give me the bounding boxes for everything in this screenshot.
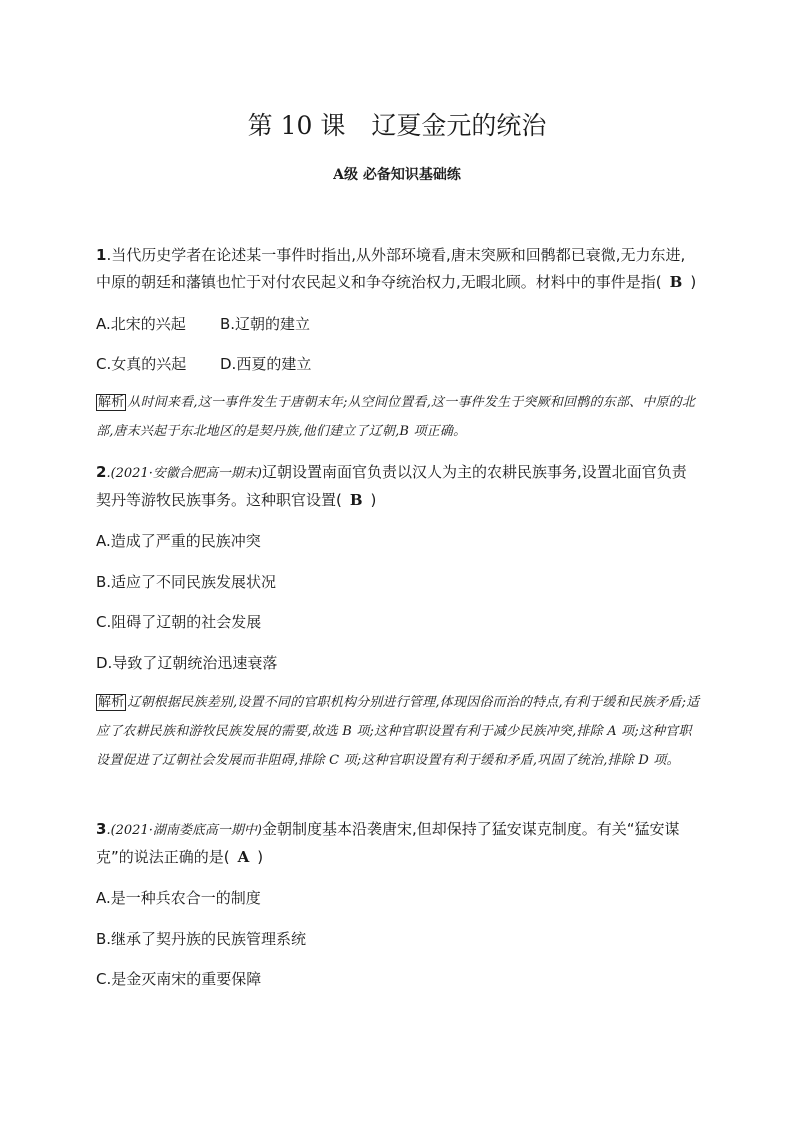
lesson-name: 辽夏金元的统治 xyxy=(371,111,547,140)
option-d: D.西夏的建立 xyxy=(220,355,312,373)
analysis-text: 辽朝根据民族差别,设置不同的官职机构分别进行管理,体现因俗而治的特点,有利于缓和民族矛盾;适应了农耕民族和游牧民族发展的需要,故选 B 项;这种官职设置有利于减少民族冲突,排除 A 项;这种官职设置促进了辽朝社会发展而非阻碍,排除 C 项;这种官职设置有利于缓和矛盾,巩固了统治,排除 D 项。 xyxy=(96,695,700,768)
option-c: C.阻碍了辽朝的社会发展 xyxy=(96,613,262,631)
analysis-tag: 解析 xyxy=(98,695,125,710)
lesson-number: 第 10 课 xyxy=(247,111,346,140)
question-source: .(2021·湖南娄底高一期中) xyxy=(106,823,262,838)
analysis-text: 从时间来看,这一事件发生于唐朝末年;从空间位置看,这一事件发生于突厥和回鹘的东部、中原的北部,唐末兴起于东北地区的是契丹族,他们建立了辽朝,B 项正确。 xyxy=(96,395,696,439)
question-stem-close: ) xyxy=(690,273,697,291)
question-2-stem xyxy=(96,459,700,514)
option-d: D.导致了辽朝统治迅速衰落 xyxy=(96,654,278,672)
question-1-stem xyxy=(96,242,700,296)
level-heading: A级 必备知识基础练 xyxy=(333,167,461,183)
option-b: B.辽朝的建立 xyxy=(220,315,311,333)
question-2-analysis xyxy=(96,688,700,775)
question-1-options-row-2 xyxy=(96,354,700,374)
question-number: 3 xyxy=(96,820,107,838)
option-a: A.造成了严重的民族冲突 xyxy=(96,532,261,550)
option-c: C.是金灭南宋的重要保障 xyxy=(96,970,262,988)
question-source: .(2021·安徽合肥高一期末) xyxy=(106,466,262,481)
question-stem-close: ) xyxy=(257,848,264,866)
question-stem-close: ) xyxy=(370,491,377,509)
question-stem-text: .当代历史学者在论述某一事件时指出,从外部环境看,唐末突厥和回鹘都已衰微,无力东进,中原的朝廷和藩镇也忙于对付农民起义和争夺统治权力,无暇北顾。材料中的事件是指( xyxy=(96,246,686,291)
question-3-stem xyxy=(96,816,700,871)
answer-letter: B xyxy=(349,491,363,509)
question-stem-text: 辽朝设置南面官负责以汉人为主的农耕民族事务,设置北面官负责契丹等游牧民族事务。这种职官设置( xyxy=(96,463,687,509)
question-number: 2 xyxy=(96,463,107,481)
question-stem-text: 金朝制度基本沿袭唐宋,但却保持了猛安谋克制度。有关“猛安谋克”的说法正确的是( xyxy=(96,820,680,866)
answer-letter: B xyxy=(669,273,683,291)
answer-letter: A xyxy=(237,848,250,866)
option-c: C.女真的兴起 xyxy=(96,355,187,373)
question-1-options-row-1 xyxy=(96,314,700,334)
option-b: B.适应了不同民族发展状况 xyxy=(96,573,277,591)
option-a: A.北宋的兴起 xyxy=(96,315,186,333)
lesson-title xyxy=(0,106,794,142)
question-1-analysis xyxy=(96,388,700,446)
analysis-tag: 解析 xyxy=(98,395,125,410)
option-a: A.是一种兵农合一的制度 xyxy=(96,889,261,907)
question-number: 1 xyxy=(96,246,107,264)
option-b: B.继承了契丹族的民族管理系统 xyxy=(96,930,307,948)
